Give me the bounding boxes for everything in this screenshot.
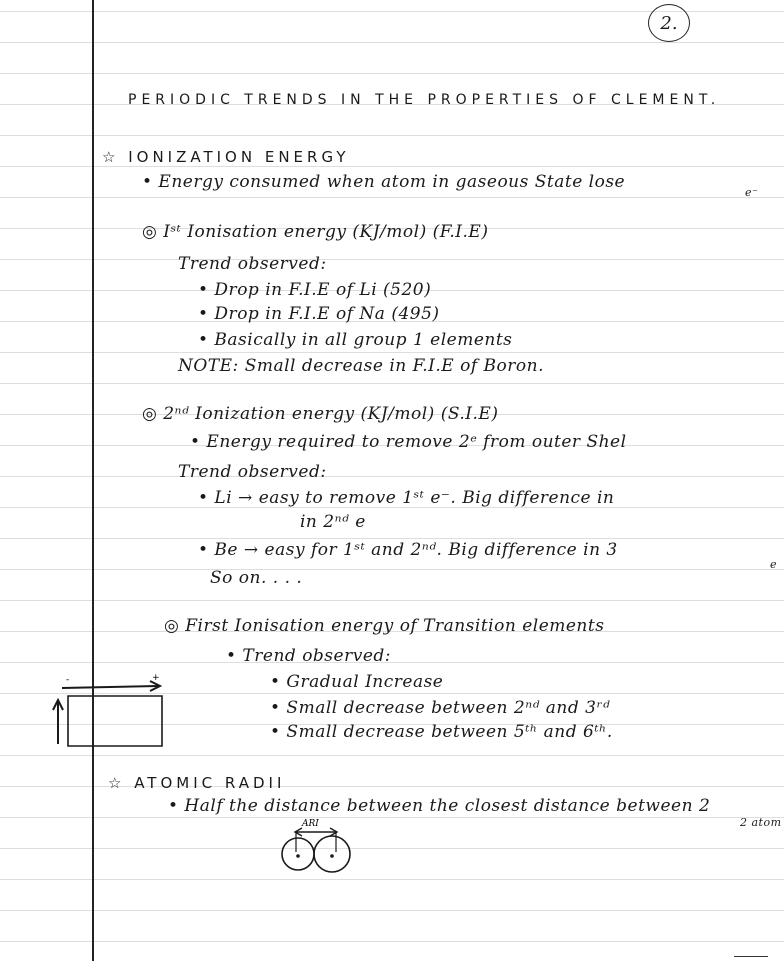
transition-trend-label: • Trend observed:: [226, 646, 391, 666]
fie-item-3: • Basically in all group 1 elements: [198, 330, 513, 350]
sie-so-on: So on. . . .: [210, 568, 303, 588]
sie-heading: ◎ 2ⁿᵈ Ionization energy (KJ/mol) (S.I.E): [142, 404, 499, 424]
ionization-definition-sup: e⁻: [745, 186, 759, 199]
transition-heading: ◎ First Ionisation energy of Transition elements: [164, 616, 605, 636]
page-title: PERIODIC TRENDS IN THE PROPERTIES OF CLEMENT.: [128, 92, 721, 108]
atomic-radius-label: ARI: [302, 819, 319, 829]
atomic-radius-diagram: [280, 816, 360, 876]
fie-note: NOTE: Small decrease in F.I.E of Boron.: [178, 356, 544, 376]
sie-li-line2: in 2ⁿᵈ e: [300, 512, 366, 532]
ionization-heading: ☆ IONIZATION ENERGY: [102, 148, 350, 166]
svg-text:+: +: [152, 673, 160, 683]
transition-item-2: • Small decrease between 2ⁿᵈ and 3ʳᵈ: [270, 698, 611, 718]
transition-item-3: • Small decrease between 5ᵗʰ and 6ᵗʰ.: [270, 722, 613, 742]
transition-item-1: • Gradual Increase: [270, 672, 444, 692]
atomic-radii-definition-sub: 2 atom: [740, 816, 782, 829]
sie-definition: • Energy required to remove 2ᵉ from outer Shel: [190, 432, 627, 452]
fie-heading: ◎ Iˢᵗ Ionisation energy (KJ/mol) (F.I.E): [142, 222, 489, 242]
page-corner-mark: [734, 956, 768, 957]
ionization-definition: • Energy consumed when atom in gaseous State lose: [142, 172, 626, 192]
margin-line: [92, 0, 94, 961]
page-number: 2.: [648, 4, 690, 42]
atomic-radii-heading: ☆ ATOMIC RADII: [108, 774, 286, 792]
sie-be-line: • Be → easy for 1ˢᵗ and 2ⁿᵈ. Big difference in 3: [198, 540, 618, 560]
fie-item-2: • Drop in F.I.E of Na (495): [198, 304, 440, 324]
atomic-radii-definition: • Half the distance between the closest distance between 2: [168, 796, 711, 816]
fie-item-1: • Drop in F.I.E of Li (520): [198, 280, 432, 300]
sie-li-line1: • Li → easy to remove 1ˢᵗ e⁻. Big difference in: [198, 488, 615, 508]
svg-text:-: -: [66, 675, 70, 685]
sie-trend-label: Trend observed:: [178, 462, 327, 482]
sie-be-sup: e: [770, 558, 778, 571]
trend-box-sketch: [40, 674, 170, 754]
fie-trend-label: Trend observed:: [178, 254, 327, 274]
